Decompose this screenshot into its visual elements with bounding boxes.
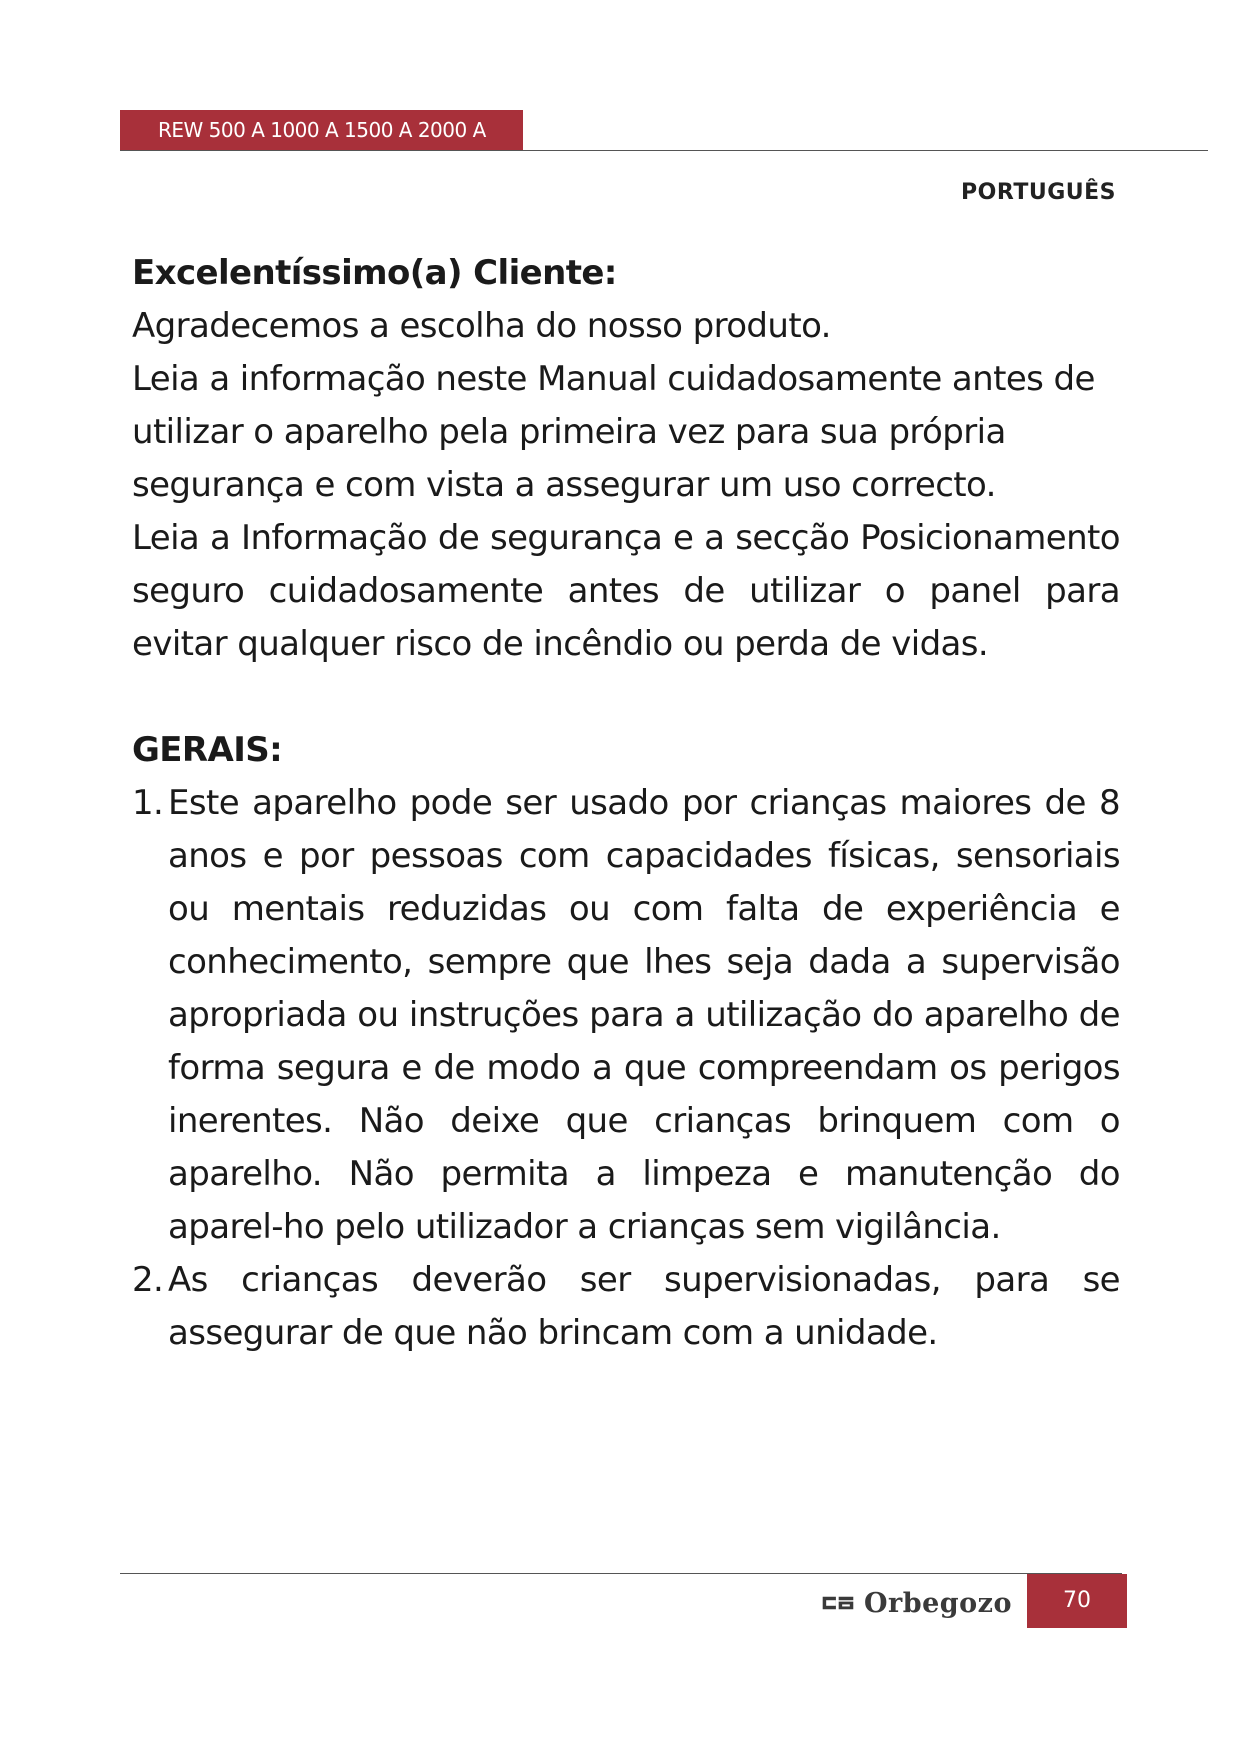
list-item-text: Este aparelho pode ser usado por crianças maiores de 8 anos e por pessoas com capacidades físicas, sensoriais ou mentais reduzidas ou com falta de experiência e conhecimento, sempre que lhes seja dada a supervisão apropriada ou instruções para a utilização do aparelho de forma segura e de modo a que compreendam os perigos inerentes. Não deixe que crianças brinquem com o aparelho. Não permita a limpeza e manutenção do aparel-ho pelo utilizador a crianças sem vigilância. bbox=[168, 783, 1120, 1247]
list-item bbox=[132, 777, 1120, 1254]
footer-divider bbox=[120, 1573, 1122, 1574]
document-body bbox=[132, 247, 1120, 1360]
header-divider bbox=[120, 150, 1208, 151]
model-header-tab bbox=[120, 110, 523, 150]
list-item-number: 2. bbox=[132, 1260, 164, 1300]
list-item-text: As crianças deverão ser supervisionadas, para se assegurar de que não brincam com a unidade. bbox=[168, 1260, 1120, 1353]
section-heading-general: GERAIS: bbox=[132, 730, 283, 770]
intro-paragraph-1: Leia a informação neste Manual cuidadosamente antes de utilizar o aparelho pela primeira vez para sua própria segurança e com vista a assegurar um uso correcto. bbox=[132, 359, 1095, 505]
model-label: REW 500 A 1000 A 1500 A 2000 A bbox=[158, 118, 486, 142]
thanks-line: Agradecemos a escolha do nosso produto. bbox=[132, 306, 831, 346]
language-label: PORTUGUÊS bbox=[961, 180, 1116, 205]
brand-name: Orbegozo bbox=[863, 1587, 1012, 1619]
intro-paragraph-2: Leia a Informação de segurança e a secção Posicionamento seguro cuidadosamente antes de utilizar o panel para evitar qualquer risco de incêndio ou perda de vidas. bbox=[132, 518, 1120, 664]
list-item-number: 1. bbox=[132, 783, 164, 823]
spacer bbox=[132, 671, 1120, 724]
page-number: 70 bbox=[1027, 1574, 1127, 1628]
list-item bbox=[132, 1254, 1120, 1360]
brand-mark-icon bbox=[822, 1591, 854, 1615]
brand-logo bbox=[822, 1583, 1012, 1623]
greeting-heading: Excelentíssimo(a) Cliente: bbox=[132, 253, 617, 293]
